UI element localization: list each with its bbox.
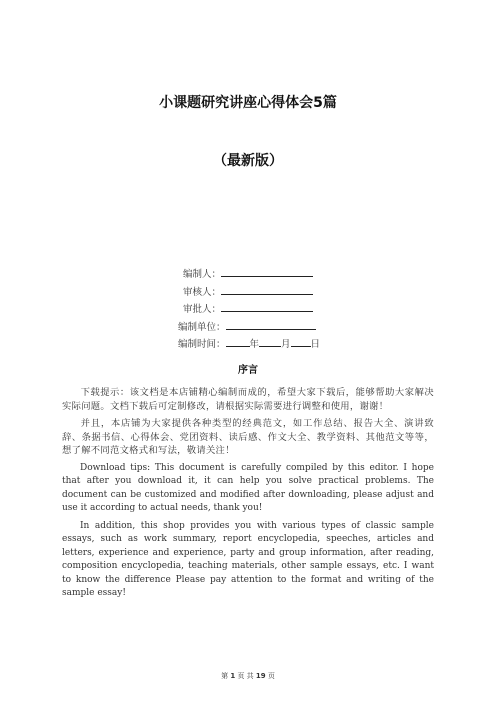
field-author — [178, 266, 320, 284]
field-blank — [221, 266, 313, 277]
day-blank — [291, 336, 311, 347]
preface-title: 序言 — [238, 365, 258, 376]
field-date — [178, 336, 320, 354]
field-label: 编制单位： — [178, 321, 226, 333]
field-approver — [178, 301, 320, 319]
field-label: 编制人： — [183, 269, 222, 280]
preface-paragraph: In addition, this shop provides you with various types of classic sample essays, such as work summary, report encyclopedia, speeches, articles and letters, experience and experience, party and group information, after reading, composition encyclopedia, teaching materials, other sample essays, etc. I want to know the difference Please pay attention to the format and writing of the sample essay! — [62, 520, 434, 598]
year-blank — [226, 336, 250, 347]
field-blank — [226, 319, 316, 330]
page-footer — [0, 671, 496, 681]
field-label: 审核人： — [183, 286, 222, 298]
day-label: 日 — [310, 339, 321, 350]
footer-suffix: 页 — [267, 672, 275, 680]
preface-paragraph: Download tips: This document is carefully compiled by this editor. I hope that after you download it, it can help you solve practical problems. The document can be customized and modified after downloading, please adjust and use it according to actual needs, thank you! — [62, 462, 434, 513]
field-unit — [178, 319, 320, 337]
month-blank — [259, 336, 281, 347]
preface-body — [62, 386, 434, 605]
field-label: 审批人： — [183, 304, 222, 315]
document-title: 小课题研究讲座心得体会5篇 — [159, 95, 337, 111]
info-fields — [178, 266, 320, 354]
footer-total-pages: 19 — [255, 672, 266, 680]
month-label: 月 — [281, 339, 291, 350]
field-label: 编制时间： — [178, 339, 226, 350]
footer-page-number: 1 — [230, 672, 236, 680]
field-reviewer — [178, 284, 320, 302]
field-blank — [221, 284, 313, 295]
year-label: 年 — [249, 339, 260, 350]
footer-mid: 页 共 — [237, 672, 254, 680]
document-subtitle: （最新版） — [213, 153, 283, 169]
preface-paragraph: 下载提示：该文档是本店铺精心编制而成的，希望大家下载后，能够帮助大家解决实际问题。文档下载后可定制修改，请根据实际需要进行调整和使用，谢谢！ — [62, 387, 434, 412]
footer-prefix: 第 — [221, 672, 229, 680]
preface-paragraph: 并且，本店铺为大家提供各种类型的经典范文，如工作总结、报告大全、演讲致辞、条据书信、心得体会、党团资料、读后感、作文大全、教学资料、其他范文等等，想了解不同范文格式和写法，敬请关注！ — [62, 418, 434, 456]
field-blank — [221, 301, 313, 312]
